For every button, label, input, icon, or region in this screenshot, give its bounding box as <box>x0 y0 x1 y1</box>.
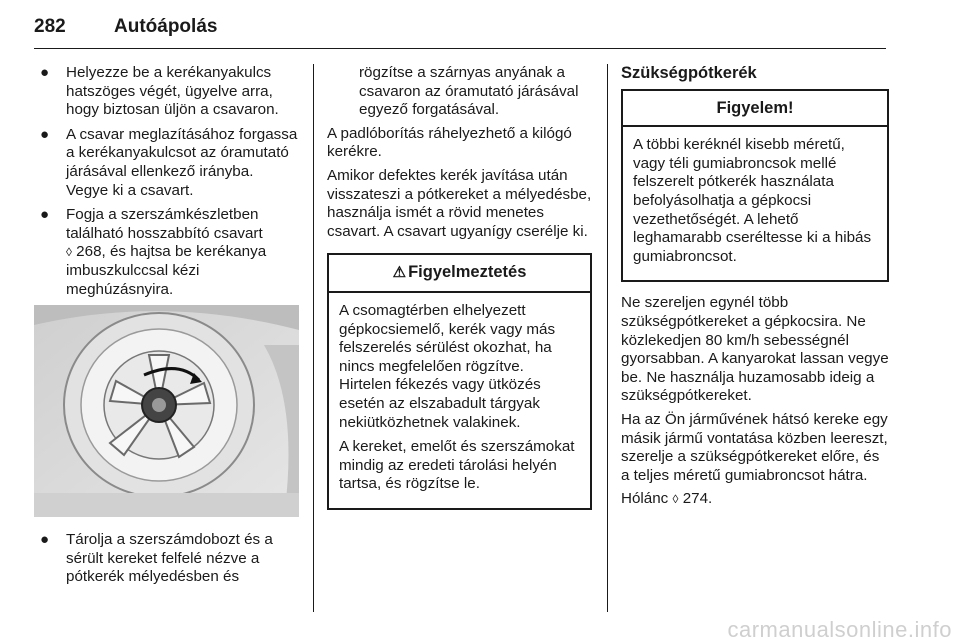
column-2 <box>327 64 592 510</box>
list-item: ● Tárolja a szerszámdobozt és a sérült kereket felfelé nézve a pótkerék mélyedésben és <box>40 531 273 586</box>
bullet-icon: ● <box>40 206 50 224</box>
paragraph: A padlóborítás ráhelyezhető a kilógó kerékre. <box>327 124 572 161</box>
warning-triangle-icon: ⚠ <box>392 264 407 282</box>
paragraph: Ha az Ön járművének hátsó kereke egy másik jármű vontatása közben leereszt, szerelje a szükségpótkereket előre, és a teljes méretű gumiabroncsot hátra. <box>621 410 888 484</box>
column-1 <box>34 64 299 593</box>
warning-heading: ⚠ Figyelmeztetés <box>329 255 590 293</box>
notice-box <box>621 89 889 283</box>
page-number: 282 <box>34 16 66 37</box>
list-item: ● A csavar meglazításához forgassa a kerékanyakulcsot az óramutató járásával ellenkező irányba. Vegye ki a csavart. <box>40 125 298 199</box>
notice-text: A többi keréknél kisebb méretű, vagy téli gumiabroncsok mellé felszerelt pótkerék használata befolyásolhatja a gépkocsi vezethetőségét. A lehető leghamarabb cseréltesse ki a hibás gumiabroncsot. <box>633 136 872 265</box>
page-reference-link[interactable]: 268 <box>76 243 102 261</box>
notice-body <box>623 127 887 280</box>
continued-text: rögzítse a szárnyas anyának a csavaron az óramutató járásával egyező forgatásával. <box>359 64 579 119</box>
instruction-list <box>34 64 299 299</box>
list-item: ● Helyezze be a kerékanyakulcs hatszöges végét, ügyelve arra, hogy biztosan üljön a csavaron. <box>40 64 279 119</box>
warning-text: A csomagtérben elhelyezett gépkocsiemelő, kerék vagy más felszerelés sérülést okozhat, ha nincs megfelelően rögzítve. Hirtelen fékezés vagy ütközés esetén az elszabadult tárgyak nekiütközhetnek valakinek. <box>339 301 556 431</box>
bullet-icon: ● <box>40 531 50 549</box>
column-divider-2 <box>607 64 608 612</box>
page-reference-link[interactable]: 274. <box>682 490 713 508</box>
section-title: Szükségpótkerék <box>621 64 757 82</box>
chapter-title: Autóápolás <box>114 16 218 37</box>
warning-body <box>329 293 590 508</box>
snow-chain-reference: Hólánc ◊ 274. <box>621 490 713 508</box>
spare-wheel-illustration <box>34 305 299 517</box>
bullet-icon: ● <box>40 125 50 143</box>
paragraph: Amikor defektes kerék javítása után visszateszi a pótkereket a mélyedésbe, használja ismét a rövid menetes csavart. A csavart ugyanígy cserélje ki. <box>327 166 592 240</box>
column-3 <box>621 64 889 514</box>
page-ref-icon: ◊ <box>66 245 72 260</box>
bullet-icon: ● <box>40 64 50 81</box>
paragraph: Ne szereljen egynél több szükségpótkereket a gépkocsira. Ne közlekedjen 80 km/h sebességnél gyorsabban. A kanyarokat lassan vegye be. Ne használja huzamosabb ideig a szükségpótkereket. <box>621 294 889 405</box>
header-rule <box>34 48 886 49</box>
warning-text: A kereket, emelőt és szerszámokat mindig az eredeti tárolási helyén tartsa, és rögzítse le. <box>339 438 575 493</box>
column-divider-1 <box>313 64 314 612</box>
watermark: carmanualsonline.info <box>727 617 952 642</box>
list-item: ● Fogja a szerszámkészletben található hosszabbító csavart ◊ 268, és hajtsa be kerékanya imbuszkulccsal kézi meghúzásnyira. <box>40 206 267 298</box>
notice-heading: Figyelem! <box>623 91 887 128</box>
instruction-list-continued <box>34 531 299 587</box>
page-ref-icon: ◊ <box>672 492 679 507</box>
page-header <box>34 8 886 48</box>
warning-box <box>327 253 592 510</box>
